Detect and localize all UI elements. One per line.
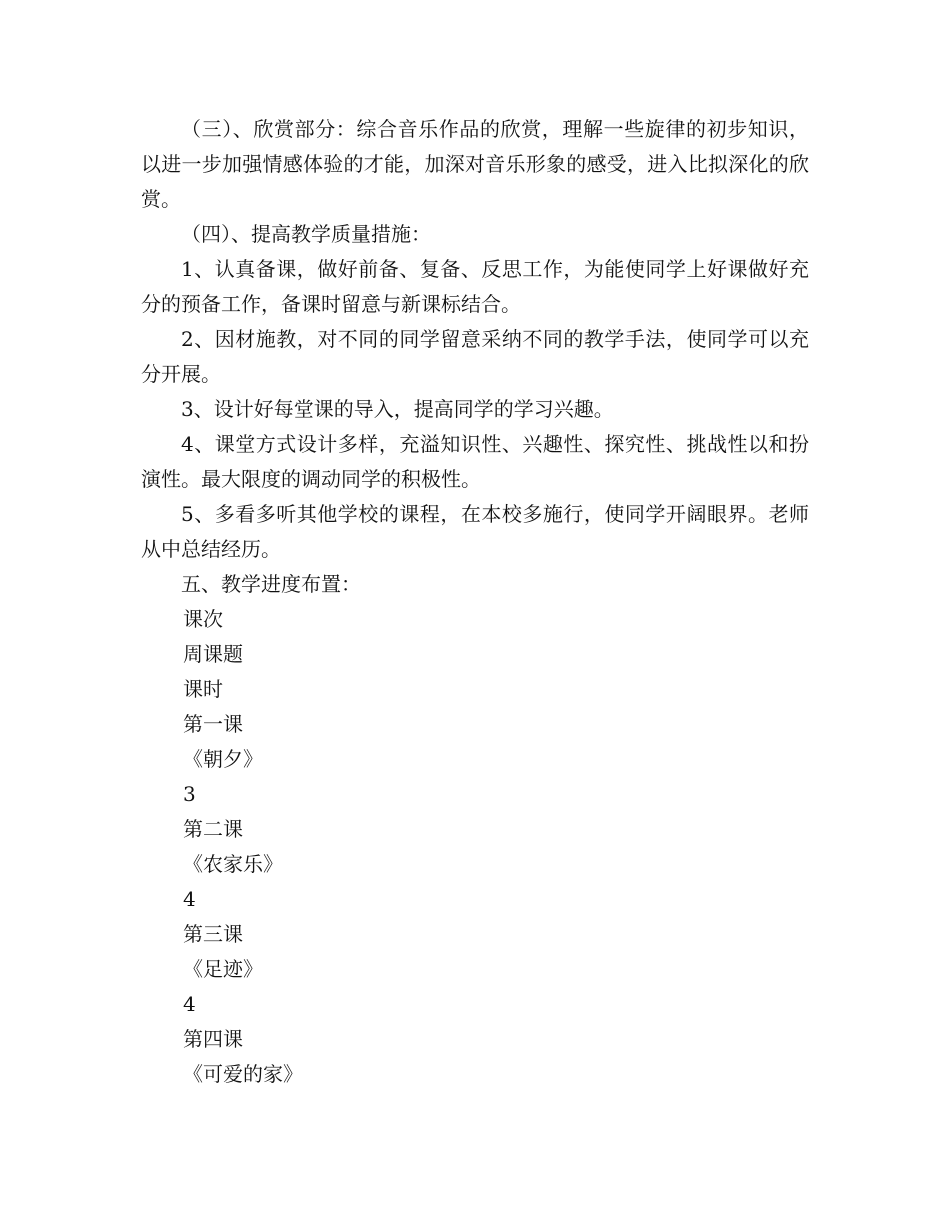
- schedule-row-2-hours: 4: [183, 887, 196, 911]
- paragraph-measure-4: 4、课堂方式设计多样，充溢知识性、兴趣性、探究性、挑战性以和扮演性。最大限度的调动同学的积极性。: [141, 432, 809, 491]
- paragraph-appreciation: （三）、欣赏部分：综合音乐作品的欣赏，理解一些旋律的初步知识，以进一步加强情感体验的才能，加深对音乐形象的感受，进入比拟深化的欣赏。: [141, 117, 809, 211]
- schedule-row-3-title: 《足迹》: [183, 957, 263, 981]
- schedule-row-2-title: 《农家乐》: [183, 852, 283, 876]
- schedule-header-lesson: 课次: [183, 607, 223, 631]
- paragraph-measures-heading: （四）、提高教学质量措施：: [181, 222, 431, 246]
- schedule-header-topic: 周课题: [183, 642, 243, 666]
- schedule-header-hours: 课时: [183, 677, 223, 701]
- schedule-row-4-lesson: 第四课: [183, 1027, 243, 1051]
- paragraph-measure-3: 3、设计好每堂课的导入，提高同学的学习兴趣。: [181, 397, 614, 421]
- schedule-row-3-lesson: 第三课: [183, 922, 243, 946]
- section-heading-schedule: 五、教学进度布置：: [181, 572, 361, 596]
- schedule-row-3-hours: 4: [183, 992, 196, 1016]
- schedule-row-1-title: 《朝夕》: [183, 747, 263, 771]
- schedule-row-2-lesson: 第二课: [183, 817, 243, 841]
- paragraph-measure-1: 1、认真备课，做好前备、复备、反思工作，为能使同学上好课做好充分的预备工作，备课时留意与新课标结合。: [141, 257, 809, 316]
- paragraph-measure-5: 5、多看多听其他学校的课程，在本校多施行，使同学开阔眼界。老师从中总结经历。: [141, 502, 809, 561]
- paragraph-measure-2: 2、因材施教，对不同的同学留意采纳不同的教学手法，使同学可以充分开展。: [141, 327, 809, 386]
- schedule-row-1-lesson: 第一课: [183, 712, 243, 736]
- document-body: [141, 112, 809, 1092]
- schedule-row-4-title: 《可爱的家》: [183, 1062, 303, 1086]
- schedule-row-1-hours: 3: [183, 782, 196, 806]
